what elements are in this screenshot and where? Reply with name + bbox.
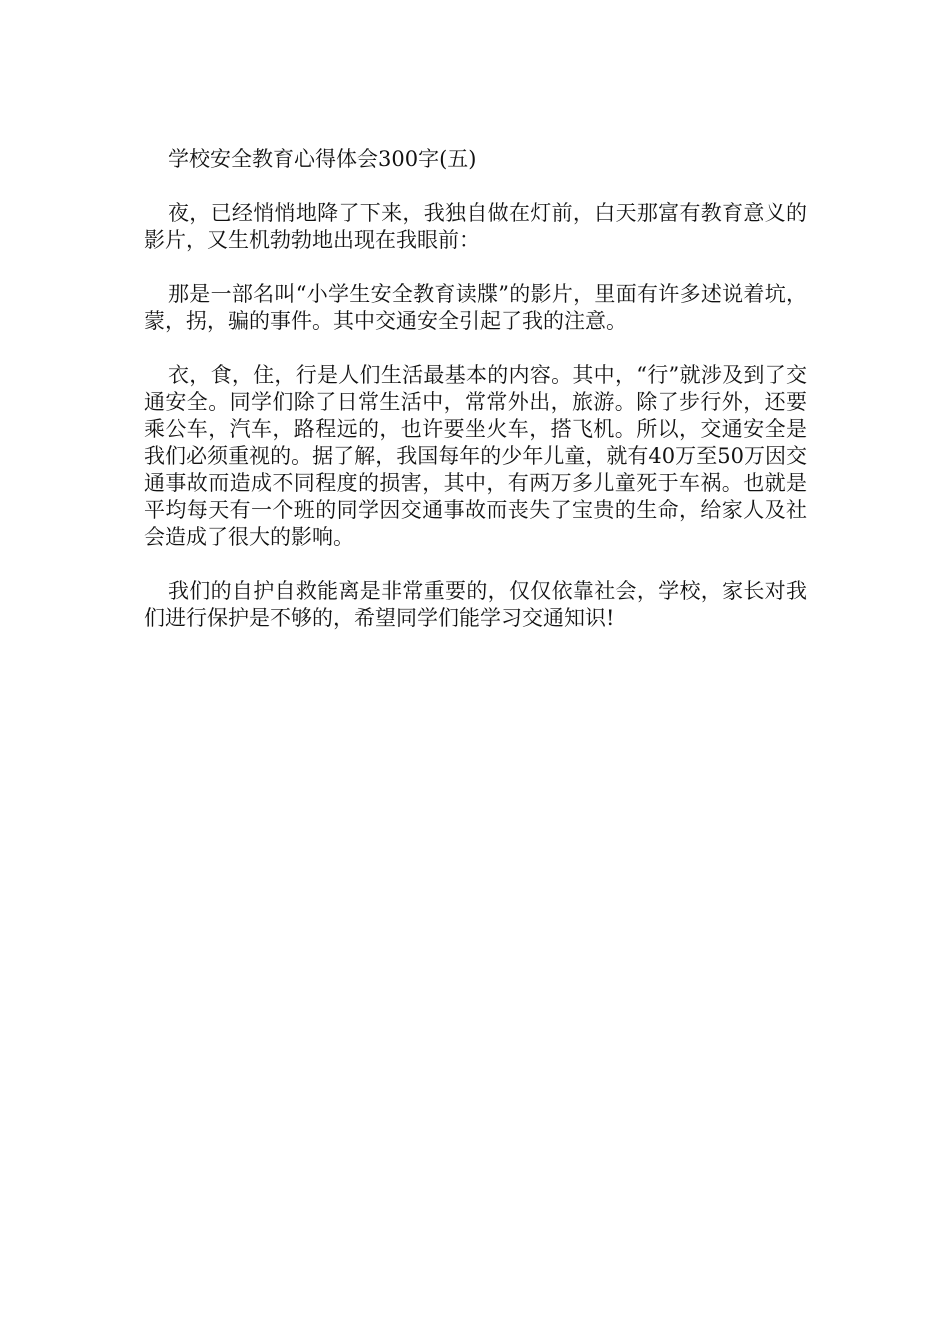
document-body bbox=[144, 146, 807, 659]
paragraph-2: 那是一部名叫“小学生安全教育读牒”的影片，里面有许多述说着坑，蒙，拐，骗的事件。其中交通安全引起了我的注意。 bbox=[144, 282, 807, 333]
paragraph-1: 夜，已经悄悄地降了下来，我独自做在灯前，白天那富有教育意义的影片，又生机勃勃地出现在我眼前： bbox=[144, 201, 807, 252]
paragraph-4: 我们的自护自救能离是非常重要的，仅仅依靠社会，学校，家长对我们进行保护是不够的，希望同学们能学习交通知识! bbox=[144, 579, 807, 630]
paragraph-3: 衣，食，住，行是人们生活最基本的内容。其中，“行”就涉及到了交通安全。同学们除了日常生活中，常常外出，旅游。除了步行外，还要乘公车，汽车，路程远的，也许要坐火车，搭飞机。所以，交通安全是我们必须重视的。据了解，我国每年的少年儿童，就有40万至50万因交通事故而造成不同程度的损害，其中，有两万多儿童死于车祸。也就是平均每天有一个班的同学因交通事故而丧失了宝贵的生命，给家人及社会造成了很大的影响。 bbox=[144, 363, 807, 549]
document-title: 学校安全教育心得体会300字(五) bbox=[168, 147, 477, 171]
